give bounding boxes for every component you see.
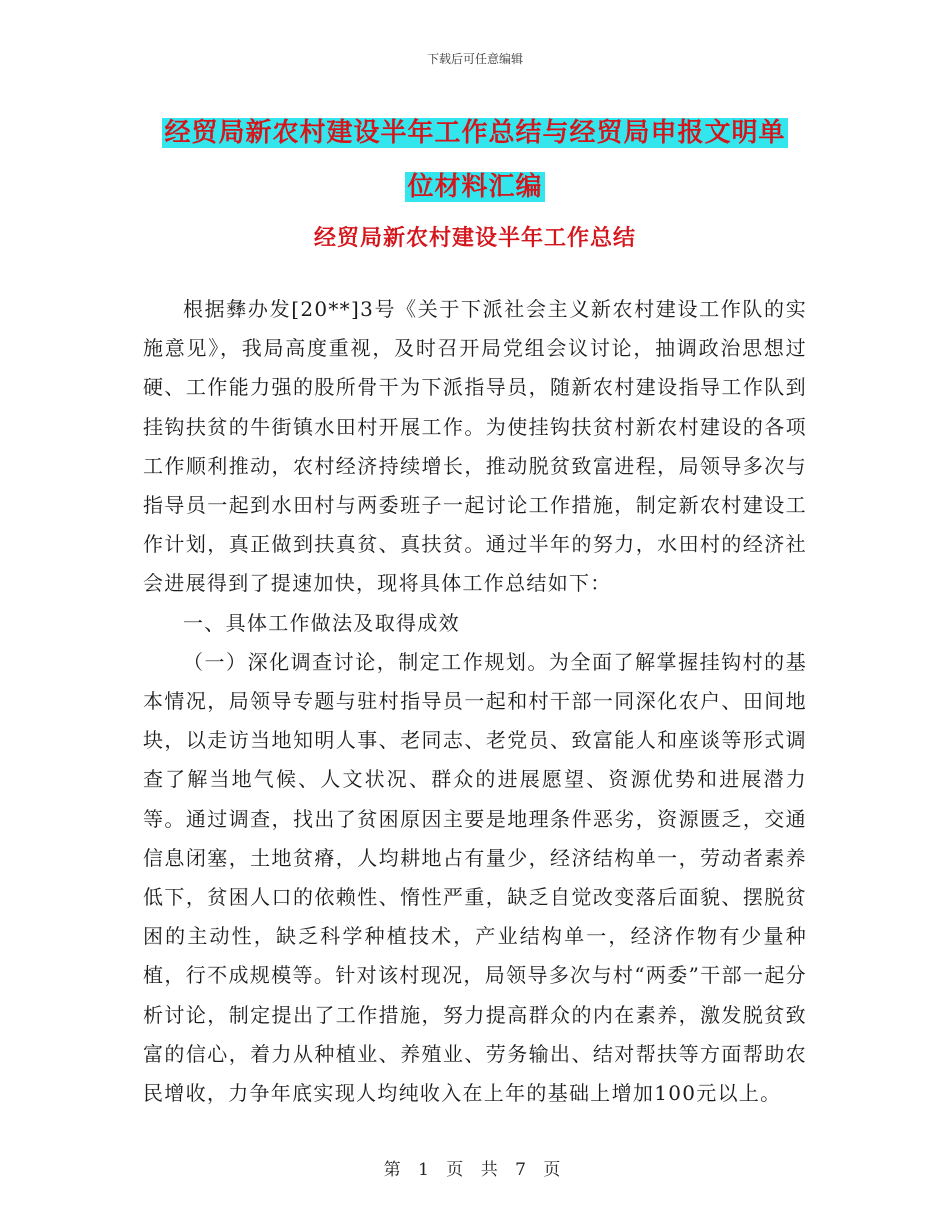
paragraph-intro: 根据彝办发[20**]3号《关于下派社会主义新农村建设工作队的实施意见》，我局高度重视，及时召开局党组会议讨论，抽调政治思想过硬、工作能力强的股所骨干为下派指导员，随新农村建设指导工作队到挂钩扶贫的牛街镇水田村开展工作。为使挂钩扶贫村新农村建设的各项工作顺利推动，农村经济持续增长，推动脱贫致富进程，局领导多次与指导员一起到水田村与两委班子一起讨论工作措施，制定新农村建设工作计划，真正做到扶真贫、真扶贫。通过半年的努力，水田村的经济社会进展得到了提速加快，现将具体工作总结如下： [143, 297, 807, 596]
document-body [143, 290, 807, 1113]
paragraph-heading-1: 一、具体工作做法及取得成效 [183, 610, 460, 635]
page-header-note: 下载后可任意编辑 [426, 52, 523, 66]
paragraph-section-1: （一）深化调查讨论，制定工作规划。为全面了解掌握挂钩村的基本情况，局领导专题与驻村指导员一起和村干部一同深化农户、田间地块，以走访当地知明人事、老同志、老党员、致富能人和座谈等形式调查了解当地气候、人文状况、群众的进展愿望、资源优势和进展潜力等。通过调查，找出了贫困原因主要是地理条件恶劣，资源匮乏，交通信息闭塞，土地贫瘠，人均耕地占有量少，经济结构单一，劳动者素养低下，贫困人口的依赖性、惰性严重，缺乏自觉改变落后面貌、摆脱贫困的主动性，缺乏科学种植技术，产业结构单一，经济作物有少量种植，行不成规模等。针对该村现况，局领导多次与村“两委”干部一起分析讨论，制定提出了工作措施，努力提高群众的内在素养，激发脱贫致富的信心，着力从种植业、养殖业、劳务输出、结对帮扶等方面帮助农民增收，力争年底实现人均纯收入在上年的基础上增加100元以上。 [143, 649, 807, 1106]
document-title-line-1: 经贸局新农村建设半年工作总结与经贸局申报文明单 [164, 118, 786, 148]
document-title [130, 106, 820, 214]
page-number: 第 1 页 共 7 页 [383, 1160, 567, 1180]
document-title-line-2: 位材料汇编 [407, 172, 543, 202]
section-title: 经贸局新农村建设半年工作总结 [313, 226, 636, 251]
